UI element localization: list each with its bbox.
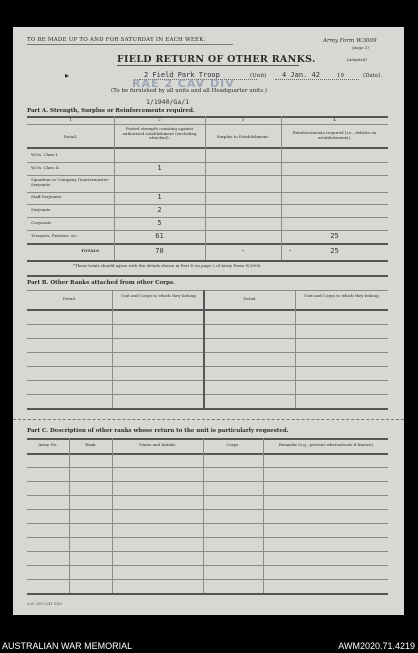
- col-num-3: 3: [241, 117, 245, 122]
- part-b-title-rule: [27, 290, 388, 291]
- print-code: A.W. 3M 12/41 S/42: [27, 602, 63, 606]
- part-b-head-detail-1: Detail.: [62, 296, 77, 301]
- title-underline: [117, 65, 299, 66]
- row-rule: [27, 217, 388, 218]
- instruction-text: TO BE MADE UP TO AND FOR SATURDAY IN EACH WEEK.: [27, 37, 206, 43]
- row-posted-tpr: 61: [155, 232, 164, 240]
- part-b-col-divider: [295, 290, 296, 408]
- part-c-head-corps: Corps.: [226, 442, 240, 447]
- row-rule: [27, 175, 388, 176]
- row-posted-cpl: 5: [157, 219, 162, 227]
- part-c-col-divider: [203, 438, 204, 593]
- row-reinf-tpr: 25: [330, 232, 339, 240]
- part-a-col-divider: [114, 116, 115, 260]
- totals-reinf-mark: •: [289, 248, 292, 253]
- part-b-row-rule: [27, 394, 388, 395]
- part-b-center-divider: [203, 290, 205, 408]
- part-c-row-rule: [27, 523, 388, 524]
- part-c-row-rule: [27, 467, 388, 468]
- row-rule: [27, 230, 388, 231]
- part-a-col-divider: [281, 116, 282, 260]
- bullet-mark-icon: ▸: [65, 71, 70, 80]
- perforation-line: [13, 419, 404, 420]
- row-detail-cpl: Corporals: [31, 220, 51, 225]
- part-b-head-unit-2: Unit and Corps to which they belong.: [304, 293, 380, 298]
- totals-bottom-rule: [27, 260, 388, 262]
- part-c-head-remarks: Remarks (e.g., present whereabouts if known).: [278, 442, 375, 447]
- part-b-row-rule: [27, 352, 388, 353]
- part-c-row-rule: [27, 481, 388, 482]
- row-detail-sgt: Serjeants: [31, 207, 51, 212]
- totals-surplus: •: [241, 248, 245, 253]
- adapted-note: (Adapted): [347, 57, 368, 62]
- part-b-row-rule: [27, 380, 388, 381]
- part-b-header-rule: [27, 309, 388, 311]
- row-posted-ssgt: 1: [157, 193, 162, 201]
- unit-value: 2 Field Park Troop: [144, 71, 220, 79]
- unit-stamp: RAE 2 CAV DIV: [132, 77, 235, 90]
- part-b-col-divider: [112, 290, 113, 408]
- part-b-row-rule: [27, 338, 388, 339]
- row-detail-tpr: Troopers, Privates, &c.: [31, 233, 79, 238]
- part-c-row-rule: [27, 551, 388, 552]
- col-num-4: 4: [333, 117, 336, 122]
- part-a-header-rule: [27, 147, 388, 149]
- col-head-detail: Detail.: [63, 134, 78, 139]
- part-c-title: Part C. Description of other ranks whose return to the unit is particularly requested.: [27, 428, 289, 434]
- form-sheet: [13, 27, 404, 615]
- totals-label: TOTALS: [81, 248, 100, 253]
- part-c-bottom-rule: [27, 593, 388, 595]
- row-detail-wo2: W.Os. Class II.: [31, 165, 61, 170]
- row-posted-sgt: 2: [157, 206, 162, 214]
- part-c-top-rule: [27, 438, 388, 440]
- totals-posted: 70: [155, 247, 164, 255]
- col-num-1: 1: [69, 117, 72, 122]
- part-c-col-divider: [263, 438, 264, 593]
- col-head-reinf: Reinforcements required (i.e., deficits on establishments).: [292, 130, 377, 140]
- part-b-head-unit-1: Unit and Corps to which they belong.: [121, 293, 197, 298]
- part-c-row-rule: [27, 509, 388, 510]
- row-detail-ssgt: Staff Serjeants: [31, 194, 62, 199]
- part-a-number-rule: [27, 124, 388, 125]
- date-label: (Date).: [363, 73, 383, 79]
- army-form-number: Army Form W.3009: [323, 38, 377, 44]
- date-value: 4 Jan. 42: [282, 71, 320, 79]
- form-title: FIELD RETURN OF OTHER RANKS.: [117, 54, 316, 65]
- row-rule: [27, 204, 388, 205]
- date-dotline: [275, 79, 359, 80]
- col-num-2: 2: [158, 117, 161, 122]
- part-b-top-rule: [27, 275, 388, 277]
- page-number: (page 1): [352, 45, 369, 50]
- part-c-row-rule: [27, 495, 388, 496]
- reference-number: 1/1940/Ga/1: [146, 98, 190, 106]
- col-head-surplus: Surplus to Establishment.: [216, 134, 270, 139]
- row-rule: [27, 162, 388, 163]
- part-c-row-rule: [27, 537, 388, 538]
- instruction-underline: [27, 44, 233, 45]
- part-b-row-rule: [27, 324, 388, 325]
- date-year: 19: [337, 73, 344, 79]
- part-c-col-divider: [69, 438, 70, 593]
- row-posted-wo2: 1: [157, 164, 162, 172]
- part-c-col-divider: [112, 438, 113, 593]
- part-c-head-army-no: Army No.: [38, 442, 58, 447]
- unit-label: (Unit): [250, 73, 267, 79]
- part-c-head-name: Name and Initials.: [139, 442, 177, 447]
- totals-reinf: 25: [330, 247, 339, 255]
- part-b-title: Part B. Other Ranks attached from other Corps.: [27, 280, 175, 286]
- totals-top-rule: [27, 243, 388, 245]
- row-detail-wo1: W.Os. Class I.: [31, 152, 59, 157]
- part-b-row-rule: [27, 366, 388, 367]
- furnished-note: (To be furnished by all units and all Headquarter units.): [111, 88, 267, 94]
- col-head-posted: Posted strength counting against authorised establishment (excluding attached).: [122, 126, 197, 141]
- part-b-bottom-rule: [27, 408, 388, 410]
- part-a-col-divider: [205, 116, 206, 260]
- part-c-row-rule: [27, 565, 388, 566]
- row-rule: [27, 192, 388, 193]
- part-c-row-rule: [27, 579, 388, 580]
- footer-institution: AUSTRALIAN WAR MEMORIAL: [2, 641, 133, 651]
- footer-accession-number: AWM2020.71.4219: [338, 641, 415, 651]
- part-c-head-rank: Rank.: [85, 442, 97, 447]
- part-c-header-rule: [27, 453, 388, 455]
- part-b-head-detail-2: Detail.: [243, 296, 257, 301]
- part-a-title: Part A. Strength, Surplus or Reinforcements required.: [27, 108, 195, 114]
- part-a-footnote: *These totals should agree with the details shown in Part D on page 2 of Army Form W.3008.: [73, 263, 262, 268]
- row-detail-cqms: Squadron or Company Quartermaster-Serjeants: [31, 177, 110, 187]
